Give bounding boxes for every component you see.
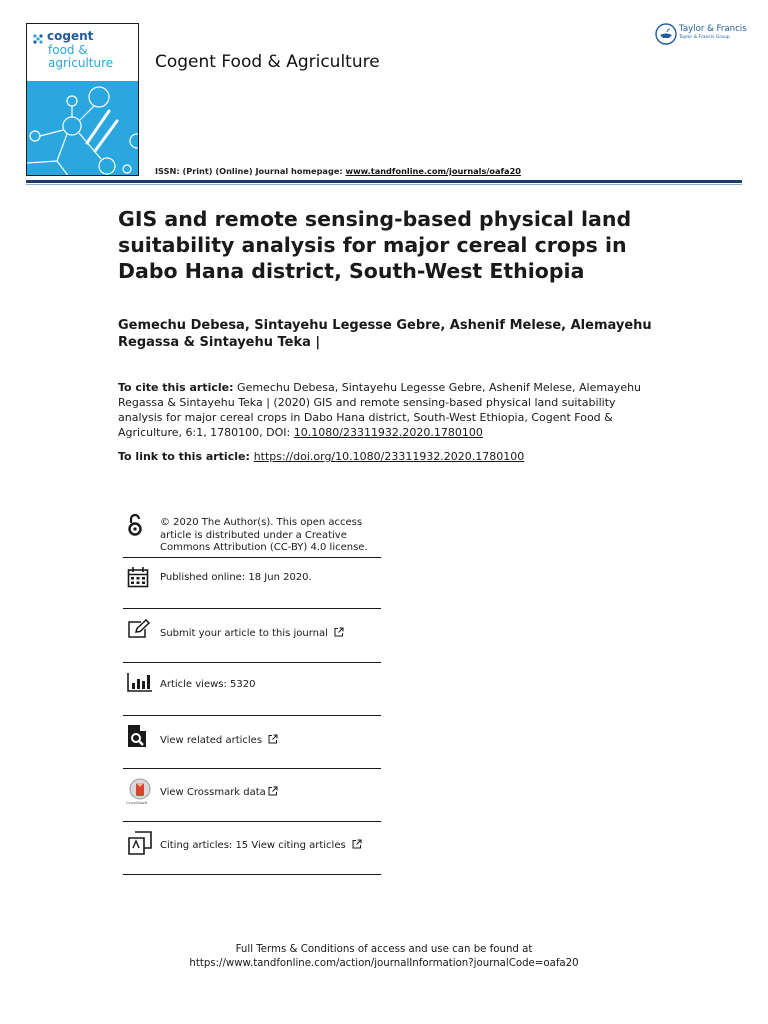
open-access-icon xyxy=(127,513,143,537)
header-divider-thin xyxy=(26,184,742,185)
calendar-icon xyxy=(127,566,149,588)
external-link-icon xyxy=(268,734,278,744)
cover-brand: cogent xyxy=(47,29,94,43)
citing-row[interactable] xyxy=(123,822,381,875)
published-row xyxy=(123,558,381,609)
external-link-icon xyxy=(352,839,362,849)
row-divider xyxy=(123,874,381,875)
views-row xyxy=(123,663,381,716)
published-date: Published online: 18 Jun 2020. xyxy=(160,572,312,583)
submit-article-label: Submit your article to this journal xyxy=(160,628,328,639)
footer-terms-link[interactable]: https://www.tandfonline.com/action/journalInformation?journalCode=oafa20 xyxy=(189,958,579,969)
crossmark-logo-text: CrossMark xyxy=(126,800,148,805)
article-link-label: To link to this article: xyxy=(118,450,254,463)
taylor-francis-lamp-icon xyxy=(655,23,677,45)
header-divider xyxy=(26,180,742,183)
external-link-icon xyxy=(268,786,278,796)
license-row xyxy=(123,506,381,558)
document-search-icon xyxy=(127,724,147,748)
citation-text: Gemechu Debesa, Sintayehu Legesse Gebre, Ashenif Melese, Alemayehu Regassa & Sintayehu Teka | (2020) GIS and remote sensing-based physical land suitability analysis for major cereal crops in Dabo Hana district, South-West Ethiopia, Cogent Food & Agriculture, 6:1, 1780100, DOI: xyxy=(118,381,642,439)
journal-homepage-link[interactable]: www.tandfonline.com/journals/oafa20 xyxy=(345,166,521,176)
article-authors: Gemechu Debesa, Sintayehu Legesse Gebre, Ashenif Melese, Alemayehu Regassa & Sintayehu Teka | xyxy=(118,318,652,350)
citing-articles-icon xyxy=(127,831,153,855)
submit-article-link[interactable] xyxy=(160,627,344,641)
related-articles-link[interactable] xyxy=(160,734,278,748)
publisher-group: Taylor & Francis Group xyxy=(679,35,730,40)
crossmark-row[interactable] xyxy=(123,769,381,822)
license-text: © 2020 The Author(s). This open access article is distributed under a Creative Commons Attribution (CC-BY) 4.0 license. xyxy=(160,517,368,553)
footer-terms xyxy=(0,943,768,971)
article-views: Article views: 5320 xyxy=(160,679,256,690)
footer-line-1: Full Terms & Conditions of access and use can be found at xyxy=(235,944,533,955)
cogent-logo-icon xyxy=(32,33,44,45)
cover-molecule-art xyxy=(27,81,139,176)
article-title: GIS and remote sensing-based physical land suitability analysis for major cereal crops in Dabo Hana district, South-West Ethiopia xyxy=(118,207,632,283)
journal-name[interactable]: Cogent Food & Agriculture xyxy=(155,52,380,72)
crossmark-data-label: View Crossmark data xyxy=(160,787,266,798)
crossmark-data-link[interactable] xyxy=(160,786,278,800)
citing-articles-link[interactable] xyxy=(160,839,362,853)
cover-line-2: agriculture xyxy=(48,56,114,70)
cover-line-1: food & xyxy=(48,43,88,57)
citation-label: To cite this article: xyxy=(118,381,234,394)
issn-text: ISSN: (Print) (Online) Journal homepage: xyxy=(155,166,346,176)
journal-cover xyxy=(26,23,139,176)
submit-row[interactable] xyxy=(123,609,381,663)
related-articles-label: View related articles xyxy=(160,735,263,746)
citation-doi-link[interactable]: 10.1080/23311932.2020.1780100 xyxy=(293,426,483,439)
edit-icon xyxy=(127,619,151,639)
citing-articles-label: Citing articles: 15 View citing articles xyxy=(160,840,346,851)
publisher-logo[interactable] xyxy=(655,22,747,48)
publisher-name: Taylor & Francis xyxy=(679,24,747,34)
related-row[interactable] xyxy=(123,716,381,769)
issn-line xyxy=(155,166,521,176)
article-link-line xyxy=(118,449,648,464)
bar-chart-icon xyxy=(127,672,153,692)
citation-block xyxy=(118,380,648,440)
article-info-list xyxy=(123,506,381,875)
article-doi-link[interactable]: https://doi.org/10.1080/23311932.2020.1780100 xyxy=(253,450,525,463)
external-link-icon xyxy=(334,627,344,637)
